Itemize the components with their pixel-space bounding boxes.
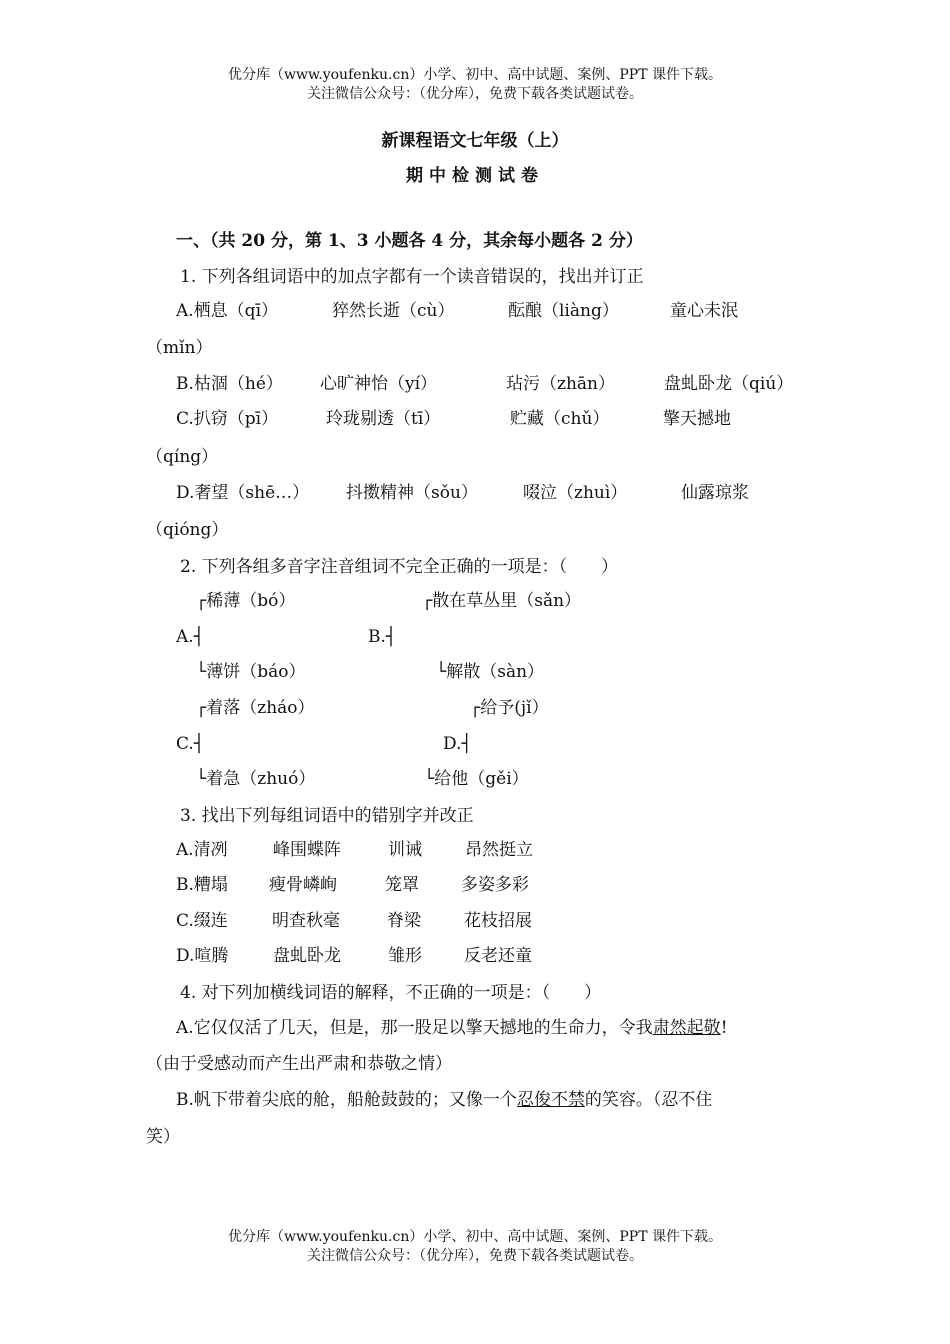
option-item: 峰围蝶阵 xyxy=(273,840,341,860)
option-item: 笼罩 xyxy=(385,875,419,895)
option-item: 瘦骨嶙峋 xyxy=(269,875,337,895)
option-item: B.糟塌 xyxy=(176,875,228,895)
option-item: 心旷神怡（yí） xyxy=(320,374,438,394)
q2-b-label xyxy=(368,625,396,649)
option-item: C.缀连 xyxy=(176,911,228,931)
q2-b-bottom xyxy=(436,660,544,684)
q2-d-bottom xyxy=(424,767,529,791)
footer-line-1: 优分库（www.youfenku.cn）小学、初中、高中试题、案例、PPT 课件下载。 xyxy=(227,1229,722,1245)
q4-option-a xyxy=(176,1016,728,1040)
option-item: 猝然长逝（cù） xyxy=(332,301,455,321)
exam-subtitle: 期中检测试卷 xyxy=(406,166,544,186)
q4-a-tail: ! xyxy=(720,1018,728,1038)
q4-a-text: A.它仅仅活了几天，但是，那一股足以擎天撼地的生命力，令我 xyxy=(176,1018,653,1038)
header-line-1: 优分库（www.youfenku.cn）小学、初中、高中试题、案例、PPT 课件下载。 xyxy=(227,67,722,83)
q2-d-bottom-text: 给他（gěi） xyxy=(434,769,529,789)
page-header xyxy=(0,66,950,104)
q1-stem: 1. 下列各组词语中的加点字都有一个读音错误的，找出并订正 xyxy=(180,267,644,287)
q4-a-underlined-term: 肃然起敬 xyxy=(652,1018,721,1038)
q2-d-label xyxy=(443,732,472,756)
option-item: 擎天撼地 xyxy=(663,409,731,429)
q1-option-d-wrap: （qióng） xyxy=(146,520,229,540)
q4-b-underlined-term: 忍俊不禁 xyxy=(516,1090,585,1110)
q2-d-top-text: 给予(jǐ） xyxy=(480,698,549,718)
option-item: D.奢望（shē…） xyxy=(176,483,310,503)
q2-a-top xyxy=(196,589,295,613)
brace-bottom: └ xyxy=(436,662,447,682)
exam-title: 新课程语文七年级（上） xyxy=(381,131,569,151)
brace-top: ┌ xyxy=(470,698,481,718)
option-item: 明查秋毫 xyxy=(272,911,340,931)
option-item: C.扒窃（pī） xyxy=(176,409,279,429)
q2-c-bottom-text: 着急（zhuó） xyxy=(206,769,316,789)
option-label: C. xyxy=(176,734,194,754)
brace-bottom: └ xyxy=(424,769,435,789)
brace-mid: ┤ xyxy=(193,734,205,754)
q2-b-top xyxy=(422,589,581,613)
brace-top: ┌ xyxy=(422,591,433,611)
option-item: 反老还童 xyxy=(464,946,532,966)
brace-top: ┌ xyxy=(196,698,207,718)
q2-c-top-text: 着落（zháo） xyxy=(206,698,315,718)
q4-b-tail: 的笑容。（忍不住 xyxy=(584,1090,713,1110)
option-item: D.喧腾 xyxy=(176,946,229,966)
option-item: 仙露琼浆 xyxy=(681,483,749,503)
q2-b-top-text: 散在草丛里（sǎn） xyxy=(432,591,582,611)
brace-mid: ┤ xyxy=(385,627,397,647)
header-line-2: 关注微信公众号：（优分库），免费下载各类试题试卷。 xyxy=(307,86,643,102)
option-item: 抖擞精神（sǒu） xyxy=(346,483,478,503)
q1-option-a-wrap: （mǐn） xyxy=(146,338,213,358)
option-item: 雏形 xyxy=(388,946,422,966)
q2-c-top xyxy=(196,696,315,720)
option-item: 玲珑剔透（tī） xyxy=(326,409,441,429)
option-item: 玷污（zhān） xyxy=(506,374,615,394)
q2-b-bottom-text: 解散（sàn） xyxy=(446,662,545,682)
option-item: 盘虬卧龙 xyxy=(273,946,341,966)
q2-a-bottom-text: 薄饼（báo） xyxy=(206,662,306,682)
q4-b-text: B.帆下带着尖底的舱，船舱鼓鼓的；又像一个 xyxy=(176,1090,517,1110)
section-heading: 一、（共 20 分，第 1、3 小题各 4 分，其余每小题各 2 分） xyxy=(176,231,643,251)
option-item: 啜泣（zhuì） xyxy=(523,483,628,503)
option-item: 训诫 xyxy=(388,840,422,860)
brace-mid: ┤ xyxy=(193,627,204,647)
page-footer xyxy=(0,1228,950,1266)
q1-option-c-wrap: （qíng） xyxy=(146,447,219,467)
q2-c-label xyxy=(176,732,204,756)
q4-stem: 4. 对下列加横线词语的解释，不正确的一项是：（ ） xyxy=(180,983,602,1003)
brace-bottom: └ xyxy=(196,769,207,789)
option-item: 盘虬卧龙（qiú） xyxy=(664,374,794,394)
q2-d-top xyxy=(470,696,549,720)
option-item: 昂然挺立 xyxy=(465,840,533,860)
footer-line-2: 关注微信公众号：（优分库），免费下载各类试题试卷。 xyxy=(307,1248,643,1264)
option-item: 多姿多彩 xyxy=(461,875,529,895)
option-item: A.栖息（qī） xyxy=(176,301,278,321)
brace-bottom: └ xyxy=(196,662,207,682)
option-label: A. xyxy=(176,627,194,647)
option-item: 酝酿（liàng） xyxy=(508,301,619,321)
brace-mid: ┤ xyxy=(461,734,472,754)
q2-a-top-text: 稀薄（bó） xyxy=(206,591,296,611)
option-item: 童心未泯 xyxy=(670,301,738,321)
q2-c-bottom xyxy=(196,767,315,791)
q4-option-b-wrap: 笑） xyxy=(146,1127,180,1147)
option-label: B. xyxy=(368,627,386,647)
q3-stem: 3. 找出下列每组词语中的错别字并改正 xyxy=(180,806,474,826)
q2-stem: 2. 下列各组多音字注音组词不完全正确的一项是：（ ） xyxy=(180,557,619,577)
q4-option-a-wrap: （由于受感动而产生出严肃和恭敬之情） xyxy=(146,1054,452,1074)
q2-a-label xyxy=(176,625,204,649)
brace-top: ┌ xyxy=(196,591,207,611)
q2-a-bottom xyxy=(196,660,306,684)
option-item: 脊梁 xyxy=(387,911,421,931)
option-item: 贮藏（chǔ） xyxy=(510,409,610,429)
option-label: D. xyxy=(443,734,462,754)
option-item: B.枯涸（hé） xyxy=(176,374,283,394)
option-item: A.清冽 xyxy=(176,840,228,860)
q4-option-b xyxy=(176,1088,712,1112)
option-item: 花枝招展 xyxy=(464,911,532,931)
